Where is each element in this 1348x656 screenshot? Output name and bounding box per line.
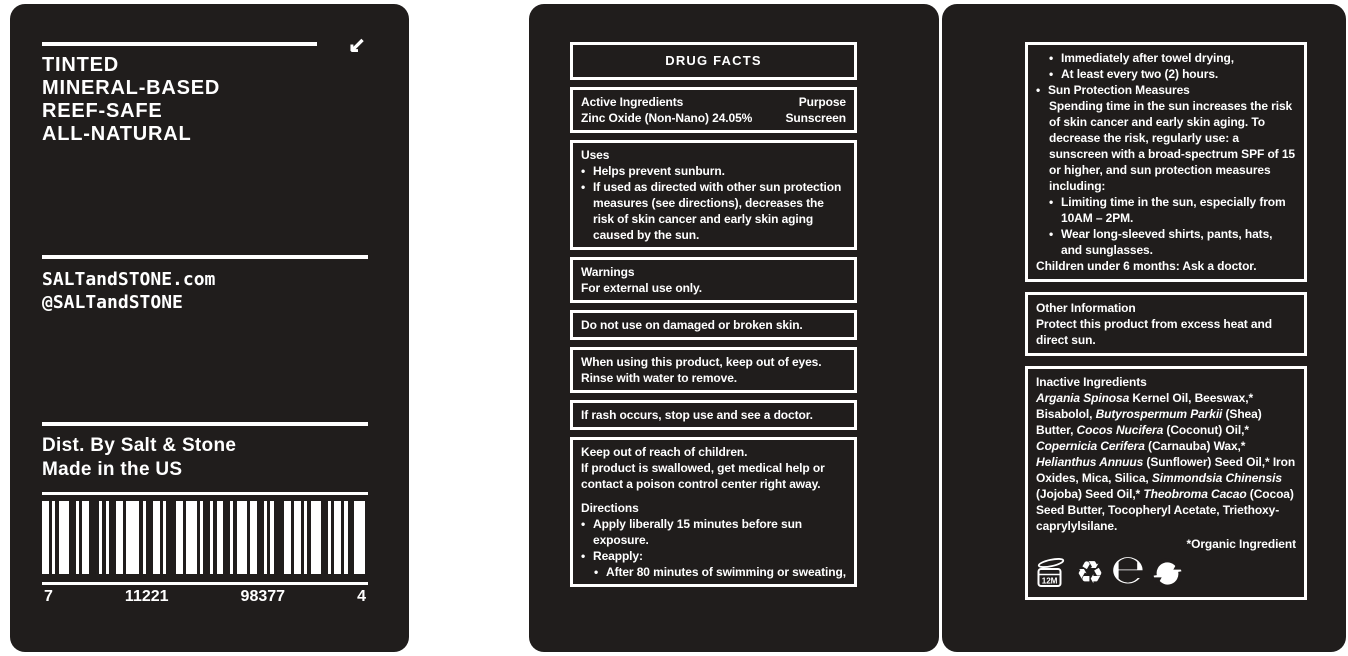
children-note: Children under 6 months: Ask a doctor.: [1036, 259, 1257, 273]
barcode-bar: [186, 501, 196, 574]
keep-out-directions-box: [570, 437, 857, 587]
warning-box: Do not use on damaged or broken skin.: [570, 310, 857, 340]
other-information-box: [1025, 292, 1307, 356]
ingredient-text: (Coconut) Oil,*: [1163, 423, 1249, 437]
ingredient-text: (Sunflower) Seed Oil,* Iron Oxides, Mica, Silica,: [1036, 455, 1296, 485]
claim-line: TINTED: [42, 54, 120, 76]
barcode-top-rule: [42, 492, 368, 495]
estimated-sign-icon: ℮: [1110, 547, 1145, 593]
latin-name: Theobroma Cacao: [1143, 487, 1247, 501]
made-in-line: Made in the US: [42, 459, 183, 480]
latin-name: Argania Spinosa: [1036, 391, 1130, 405]
sun-protection-header: Sun Protection Measures: [1048, 83, 1190, 97]
warnings-header: Warnings: [581, 265, 635, 279]
inactive-ingredients-box: [1025, 366, 1307, 600]
divider: [42, 255, 368, 259]
bullet-item: • After 80 minutes of swimming or sweating,: [594, 565, 846, 579]
barcode-bar: [176, 501, 183, 574]
bullet-item: • Immediately after towel drying,: [1049, 51, 1234, 65]
warning-box: If rash occurs, stop use and see a doctor.: [570, 400, 857, 430]
inactive-ingredients-text: [1036, 390, 1296, 534]
bullet-item: • Wear long-sleeved shirts, pants, hats, and sunglasses.: [1049, 227, 1273, 257]
latin-name: Copernicia Cerifera: [1036, 439, 1145, 453]
svg-text:12M: 12M: [1041, 576, 1058, 586]
barcode-bar: [59, 501, 69, 574]
barcode-bar: [354, 501, 364, 574]
ingredient-text: (Cocoa) Seed Butter, Tocopheryl Acetate, Triethoxy-caprylylsilane.: [1036, 487, 1294, 533]
sun-protection-item: • Sun Protection Measures: [1036, 83, 1190, 97]
bullet-item: • Apply liberally 15 minutes before sun exposure.: [581, 517, 803, 547]
inactive-ingredients-header: Inactive Ingredients: [1036, 375, 1147, 389]
barcode-bar: [126, 501, 139, 574]
front-label-panel: [10, 4, 409, 652]
barcode-bar: [116, 501, 123, 574]
barcode-bar: [334, 501, 341, 574]
back-label-panel: [942, 4, 1346, 652]
barcode-bar: [294, 501, 301, 574]
barcode-bar: [82, 501, 89, 574]
bullet-item: • Helps prevent sunburn.: [581, 164, 725, 178]
bullet-item: • If used as directed with other sun protection measures (see directions), decreases the risk of skin cancer and early skin aging caused by the sun.: [581, 180, 842, 242]
keep-out-header: Keep out of reach of children.: [581, 445, 748, 459]
barcode-digit-group: 98377: [240, 588, 286, 605]
barcode-bar: [237, 501, 247, 574]
arrow-down-left-icon: ↙: [348, 34, 366, 58]
latin-name: Simmondsia Chinensis: [1151, 471, 1282, 485]
uses-header: Uses: [581, 148, 610, 162]
latin-name: Helianthus Annuus: [1036, 455, 1144, 469]
green-dot-icon: [1152, 558, 1183, 589]
active-ingredients-header: Active Ingredients: [581, 95, 684, 109]
recycle-mobius-icon: ♻: [1076, 555, 1104, 591]
warning-box: When using this product, keep out of eyes. Rinse with water to remove.: [570, 347, 857, 393]
barcode-bottom-rule: [42, 582, 368, 585]
barcode-bar: [250, 501, 257, 574]
claim-line: REEF-SAFE: [42, 100, 163, 122]
warnings-box: [570, 257, 857, 303]
latin-name: Butyrospermum Parkii: [1095, 407, 1223, 421]
barcode-digit-group: 11221: [124, 588, 169, 605]
packaging-icon-row: [1036, 547, 1296, 593]
bullet-item: • At least every two (2) hours.: [1049, 67, 1219, 81]
barcode: [42, 501, 368, 574]
ingredient-text: (Shea) Butter,: [1036, 407, 1262, 437]
social-handle: @SALTandSTONE: [42, 292, 183, 313]
divider: [42, 422, 368, 426]
brand-links: [42, 268, 215, 314]
active-ingredient-value: Zinc Oxide (Non-Nano) 24.05%: [581, 111, 753, 125]
other-information-text: Protect this product from excess heat and direct sun.: [1036, 317, 1272, 347]
barcode-bar: [42, 501, 49, 574]
active-ingredients-box: [570, 87, 857, 133]
barcode-bar: [217, 501, 224, 574]
drug-facts-panel: [529, 4, 939, 652]
barcode-digit-group: 4: [357, 588, 366, 605]
directions-continued-box: [1025, 42, 1307, 282]
website-url: SALTandSTONE.com: [42, 269, 216, 290]
purpose-value: Sunscreen: [785, 111, 846, 125]
barcode-digits: [42, 588, 368, 606]
drug-facts-title: DRUG FACTS: [570, 42, 857, 80]
barcode-bar: [284, 501, 291, 574]
uses-box: [570, 140, 857, 250]
other-information-header: Other Information: [1036, 301, 1136, 315]
directions-header: Directions: [581, 501, 639, 515]
ingredient-text: Kernel Oil, Beeswax,* Bisabolol,: [1036, 391, 1254, 421]
ingredient-text: (Jojoba) Seed Oil,*: [1036, 487, 1144, 501]
keep-out-text: If product is swallowed, get medical help or contact a poison control center right away.: [581, 461, 825, 491]
claim-line: ALL-NATURAL: [42, 123, 192, 145]
barcode-digit-group: 7: [44, 588, 53, 605]
barcode-bar: [311, 501, 321, 574]
ingredient-text: (Carnauba) Wax,*: [1144, 439, 1246, 453]
purpose-header: Purpose: [798, 95, 846, 109]
pao-12m-icon: [1036, 557, 1069, 589]
distributor-line: Dist. By Salt & Stone: [42, 435, 237, 456]
claim-line: MINERAL-BASED: [42, 77, 221, 99]
bullet-item: • Limiting time in the sun, especially from 10AM – 2PM.: [1049, 195, 1286, 225]
organic-ingredient-note: *Organic Ingredient: [1186, 537, 1296, 551]
divider: [42, 42, 317, 46]
distributor-info: [42, 434, 236, 482]
product-claims: [42, 54, 220, 146]
barcode-bar: [153, 501, 160, 574]
warnings-text: For external use only.: [581, 281, 702, 295]
latin-name: Cocos Nucifera: [1076, 423, 1164, 437]
sun-protection-text: Spending time in the sun increases the risk of skin cancer and early skin aging. To decrease the risk, regularly use: a sunscreen with a broad-spectrum SPF of 15 or higher, and sun protection measures including:: [1049, 99, 1295, 193]
bullet-item: • Reapply:: [581, 549, 643, 563]
